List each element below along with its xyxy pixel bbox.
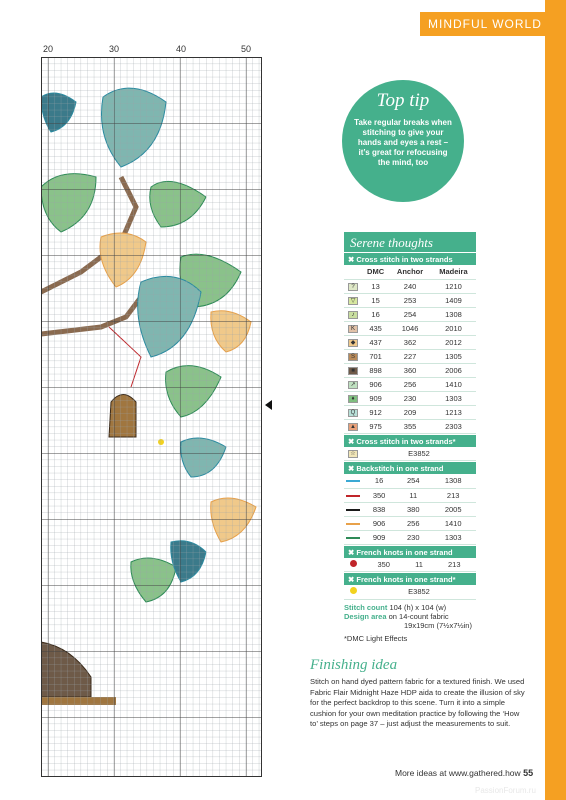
thread-swatch-icon: ↗	[348, 381, 358, 389]
anchor-code: 254	[396, 474, 430, 488]
cross-stitch-chart	[41, 57, 262, 777]
key-symbol-cell	[344, 558, 362, 572]
dmc-code: E3852	[362, 447, 476, 461]
backstitch-line-icon	[346, 537, 360, 539]
thread-swatch-icon: ▲	[348, 423, 358, 431]
col-num: 20	[42, 44, 54, 54]
thread-swatch-icon: ▽	[348, 297, 358, 305]
key-row	[344, 335, 476, 349]
anchor-code: 360	[389, 363, 431, 377]
design-area-size: 19x19cm (7½x7½in)	[404, 620, 472, 630]
dmc-code: 906	[362, 516, 396, 530]
key-section-heading: ✖ Backstitch in one strand	[344, 462, 476, 474]
col-header: Madeira	[431, 265, 476, 279]
french-knot-icon	[350, 587, 357, 594]
key-symbol-cell	[344, 349, 362, 363]
thread-key	[344, 232, 476, 643]
madeira-code: 1213	[431, 405, 476, 419]
madeira-code: 1303	[430, 530, 476, 544]
dmc-code: 16	[362, 307, 389, 321]
dmc-code: 350	[362, 488, 396, 502]
madeira-code: 2012	[431, 335, 476, 349]
key-symbol-cell	[344, 293, 362, 307]
dmc-code: 437	[362, 335, 389, 349]
footer-text: More ideas at www.gathered.how	[395, 768, 521, 778]
anchor-code: 254	[389, 307, 431, 321]
backstitch-line-icon	[346, 509, 360, 511]
key-row	[344, 419, 476, 433]
madeira-code: 1305	[431, 349, 476, 363]
key-row	[344, 447, 476, 461]
col-header: DMC	[362, 265, 389, 279]
stitch-count-label: Stitch count	[344, 602, 388, 612]
key-section-heading: ✖ French knots in one strand	[344, 546, 476, 558]
madeira-code: 2303	[431, 419, 476, 433]
madeira-code: 1410	[431, 377, 476, 391]
key-symbol-cell	[344, 307, 362, 321]
thread-swatch-icon: ♦	[348, 395, 358, 403]
anchor-code: 380	[396, 502, 430, 516]
anchor-code: 11	[405, 558, 432, 572]
page-footer	[395, 768, 533, 778]
key-section-heading: ✖ Cross stitch in two strands*	[344, 435, 476, 447]
key-row	[344, 585, 476, 599]
anchor-code: 230	[396, 530, 430, 544]
key-row	[344, 405, 476, 419]
madeira-code: 213	[433, 558, 476, 572]
stitch-count	[344, 603, 476, 630]
key-symbol-cell	[344, 419, 362, 433]
key-symbol-cell	[344, 321, 362, 335]
key-section-heading: ✖ French knots in one strand*	[344, 573, 476, 585]
thread-swatch-icon: ☆	[348, 450, 358, 458]
thread-swatch-icon: ?	[348, 283, 358, 291]
key-header-row	[344, 265, 476, 279]
thread-swatch-icon: ♪	[348, 311, 358, 319]
anchor-code: 11	[396, 488, 430, 502]
french-knot-table	[344, 558, 476, 573]
dmc-code: 701	[362, 349, 389, 363]
madeira-code: 1410	[430, 516, 476, 530]
col-num: 50	[240, 44, 252, 54]
key-row	[344, 349, 476, 363]
top-tip-text: Take regular breaks when stitching to give your hands and eyes a rest – it’s great for refocusing the mind, too	[354, 118, 452, 167]
madeira-code: 2006	[431, 363, 476, 377]
key-row	[344, 558, 476, 572]
col-num: 40	[175, 44, 187, 54]
watermark: PassionForum.ru	[475, 786, 536, 795]
key-row	[344, 293, 476, 307]
dmc-code: 909	[362, 530, 396, 544]
key-symbol-cell	[344, 530, 362, 544]
anchor-code: 256	[389, 377, 431, 391]
chart-column-numbers	[0, 44, 270, 56]
key-symbol-cell	[344, 502, 362, 516]
center-marker-arrow	[265, 400, 272, 410]
madeira-code: 1308	[431, 307, 476, 321]
anchor-code: 227	[389, 349, 431, 363]
top-tip-circle	[342, 80, 464, 202]
thread-swatch-icon: ■	[348, 367, 358, 375]
anchor-code: 1046	[389, 321, 431, 335]
dmc-code: 909	[362, 391, 389, 405]
col-header: Anchor	[389, 265, 431, 279]
top-tip-title: Top tip	[376, 90, 430, 111]
key-row	[344, 488, 476, 502]
dmc-code: E3852	[362, 585, 476, 599]
madeira-code: 2010	[431, 321, 476, 335]
dmc-code: 906	[362, 377, 389, 391]
key-symbol-cell	[344, 391, 362, 405]
cross-stitch-light-effects-table	[344, 447, 476, 462]
key-section-heading: ✖ Cross stitch in two strands	[344, 253, 476, 265]
design-area-label: Design area	[344, 611, 387, 621]
dmc-code: 15	[362, 293, 389, 307]
backstitch-line-icon	[346, 523, 360, 525]
anchor-code: 253	[389, 293, 431, 307]
thread-swatch-icon: ◆	[348, 339, 358, 347]
key-row	[344, 502, 476, 516]
cross-stitch-table	[344, 265, 476, 434]
dmc-code: 13	[362, 279, 389, 293]
dmc-code: 350	[362, 558, 405, 572]
design-area-value: on 14-count fabric	[388, 611, 449, 621]
key-row	[344, 391, 476, 405]
madeira-code: 1303	[431, 391, 476, 405]
madeira-code: 2005	[430, 502, 476, 516]
anchor-code: 240	[389, 279, 431, 293]
dmc-code: 975	[362, 419, 389, 433]
key-row	[344, 530, 476, 544]
key-row	[344, 307, 476, 321]
key-symbol-cell	[344, 377, 362, 391]
key-symbol-cell	[344, 335, 362, 349]
backstitch-line-icon	[346, 480, 360, 482]
dmc-code: 435	[362, 321, 389, 335]
dmc-code: 898	[362, 363, 389, 377]
madeira-code: 213	[430, 488, 476, 502]
anchor-code: 256	[396, 516, 430, 530]
stitch-count-value: 104 (h) x 104 (w)	[389, 602, 447, 612]
section-header: MINDFUL WORLD	[420, 12, 566, 36]
madeira-code: 1210	[431, 279, 476, 293]
madeira-code: 1409	[431, 293, 476, 307]
dmc-code: 912	[362, 405, 389, 419]
finishing-title: Finishing idea	[310, 657, 398, 673]
dmc-code: 838	[362, 502, 396, 516]
anchor-code: 209	[389, 405, 431, 419]
key-symbol-cell	[344, 585, 362, 599]
key-note: *DMC Light Effects	[344, 633, 408, 643]
orange-side-stripe	[545, 0, 566, 800]
key-row	[344, 363, 476, 377]
thread-swatch-icon: K	[348, 325, 358, 333]
key-symbol-cell	[344, 474, 362, 488]
col-num: 30	[108, 44, 120, 54]
finishing-text: Stitch on hand dyed pattern fabric for a textured finish. We used Fabric Flair Midnight Haze HDP aida to create the illusion of sky for the perfect backdrop to this scene. Turn it into a simple cushion for your own meditation practice by following the ‘How to’ steps on page 37 – just adjust the measurements to suit.	[310, 677, 525, 728]
key-symbol-cell	[344, 488, 362, 502]
key-symbol-cell	[344, 279, 362, 293]
key-title: Serene thoughts	[344, 232, 476, 252]
anchor-code: 362	[389, 335, 431, 349]
key-row	[344, 474, 476, 488]
thread-swatch-icon: Q	[348, 409, 358, 417]
backstitch-line-icon	[346, 495, 360, 497]
madeira-code: 1308	[430, 474, 476, 488]
key-row	[344, 279, 476, 293]
key-symbol-cell	[344, 363, 362, 377]
key-symbol-cell	[344, 516, 362, 530]
backstitch-table	[344, 474, 476, 545]
french-knot-light-effects-table	[344, 585, 476, 600]
dmc-code: 16	[362, 474, 396, 488]
anchor-code: 230	[389, 391, 431, 405]
thread-swatch-icon: S	[348, 353, 358, 361]
french-knot-icon	[350, 560, 357, 567]
anchor-code: 355	[389, 419, 431, 433]
key-row	[344, 321, 476, 335]
key-symbol-cell	[344, 447, 362, 461]
page-number: 55	[523, 768, 534, 778]
key-row	[344, 377, 476, 391]
key-row	[344, 516, 476, 530]
key-symbol-cell	[344, 405, 362, 419]
